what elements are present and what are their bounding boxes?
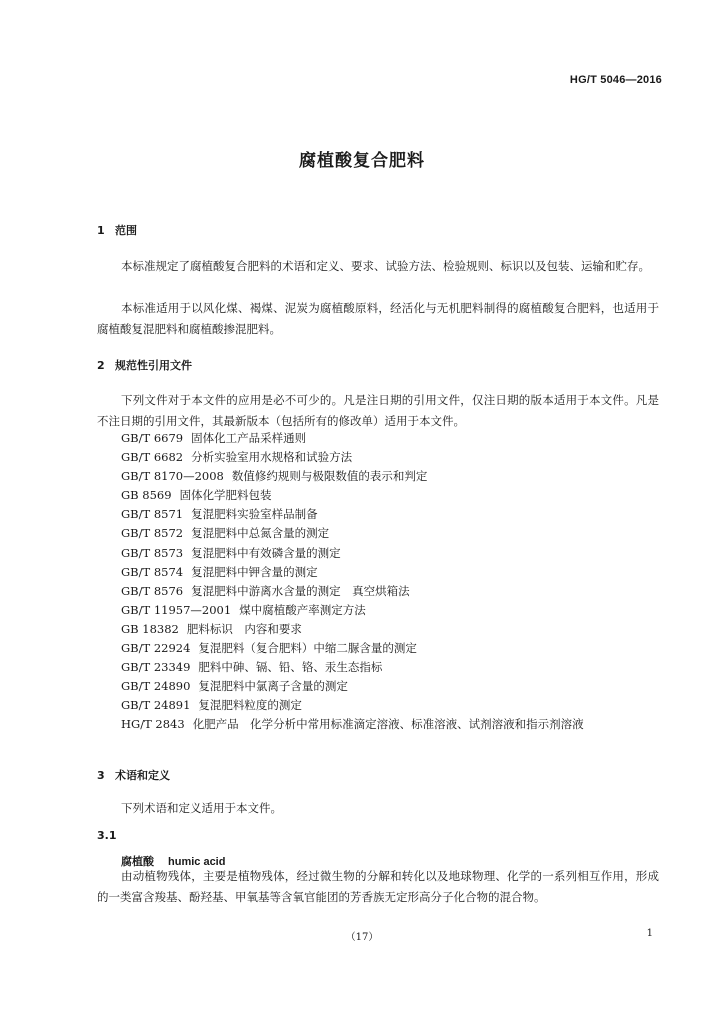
section-2-intro: 下列文件对于本文件的应用是必不可少的。凡是注日期的引用文件，仅注日期的版本适用于本文件。凡是不注日期的引用文件，其最新版本（包括所有的修改单）适用于本文件。 xyxy=(97,393,659,428)
page-number: 1 xyxy=(646,928,653,939)
section-1-paragraph: 本标准规定了腐植酸复合肥料的术语和定义、要求、试验方法、检验规则、标识以及包装、运输和贮存。 xyxy=(121,259,650,273)
reference-item xyxy=(121,448,584,467)
term-english: humic acid xyxy=(168,856,226,868)
reference-title: 分析实验室用水规格和试验方法 xyxy=(191,450,353,465)
reference-code: GB/T 23349 xyxy=(121,660,191,675)
reference-title: 复混肥料中有效磷含量的测定 xyxy=(191,545,341,560)
clause-number: 3.1 xyxy=(97,829,117,842)
section-3-intro: 下列术语和定义适用于本文件。 xyxy=(121,801,282,815)
reference-code: GB/T 11957—2001 xyxy=(121,602,232,617)
reference-title: 复混肥料粒度的测定 xyxy=(198,698,302,713)
reference-title: 复混肥料中游离水含量的测定 真空烘箱法 xyxy=(191,583,410,598)
reference-title: 固体化工产品采样通则 xyxy=(191,431,307,445)
reference-item xyxy=(121,524,584,543)
reference-title: 肥料中砷、镉、铅、铬、汞生态指标 xyxy=(198,660,383,675)
reference-code: GB/T 8170—2008 xyxy=(121,469,224,484)
section-number: 1 xyxy=(97,224,105,237)
reference-code: GB/T 8572 xyxy=(121,526,184,541)
reference-item xyxy=(121,658,584,677)
standard-number: HG/T 5046—2016 xyxy=(569,74,662,86)
reference-code: GB/T 8571 xyxy=(121,507,184,522)
reference-title: 固体化学肥料包装 xyxy=(179,488,272,503)
reference-title: 数值修约规则与极限数值的表示和判定 xyxy=(231,469,428,484)
reference-list xyxy=(121,429,584,735)
section-number: 2 xyxy=(97,359,105,372)
reference-code: GB/T 6682 xyxy=(121,450,184,465)
reference-item xyxy=(121,505,584,524)
section-title: 规范性引用文件 xyxy=(115,359,192,372)
reference-title: 煤中腐植酸产率测定方法 xyxy=(239,602,366,617)
reference-item xyxy=(121,601,584,620)
reference-code: GB 18382 xyxy=(121,621,179,636)
reference-code: GB/T 8573 xyxy=(121,545,184,560)
reference-title: 复混肥料（复合肥料）中缩二脲含量的测定 xyxy=(198,641,417,656)
reference-title: 肥料标识 内容和要求 xyxy=(186,621,302,636)
reference-title: 化肥产品 化学分析中常用标准滴定溶液、标准溶液、试剂溶液和指示剂溶液 xyxy=(192,717,584,732)
reference-code: GB 8569 xyxy=(121,488,172,503)
reference-title: 复混肥料实验室样品制备 xyxy=(191,507,318,522)
reference-item xyxy=(121,715,584,734)
term-definition: 由动植物残体，主要是植物残体，经过微生物的分解和转化以及地球物理、化学的一系列相互作用，形成的一类富含羧基、酚羟基、甲氧基等含氧官能团的芳香族无定形高分子化合物的混合物。 xyxy=(97,869,659,904)
reference-item xyxy=(121,582,584,601)
reference-title: 复混肥料中氯离子含量的测定 xyxy=(198,679,348,694)
reference-code: GB/T 24890 xyxy=(121,679,191,694)
page-label: （17） xyxy=(345,932,379,943)
section-1-heading xyxy=(97,222,137,238)
section-1-paragraph: 本标准适用于以风化煤、褐煤、泥炭为腐植酸原料，经活化与无机肥料制得的腐植酸复合肥料，也适用于腐植酸复混肥料和腐植酸掺混肥料。 xyxy=(97,301,659,336)
reference-item xyxy=(121,696,584,715)
reference-item xyxy=(121,563,584,582)
reference-title: 复混肥料中钾含量的测定 xyxy=(191,564,318,579)
section-2-heading xyxy=(97,357,192,373)
reference-item xyxy=(121,429,584,448)
reference-code: GB/T 8574 xyxy=(121,564,184,579)
reference-code: GB/T 24891 xyxy=(121,698,191,713)
reference-item xyxy=(121,467,584,486)
section-number: 3 xyxy=(97,769,105,782)
reference-item xyxy=(121,620,584,639)
reference-code: GB/T 22924 xyxy=(121,641,191,656)
reference-item xyxy=(121,677,584,696)
document-title: 腐植酸复合肥料 xyxy=(299,151,425,171)
section-title: 范围 xyxy=(115,224,137,237)
section-3-heading xyxy=(97,767,170,783)
term-chinese: 腐植酸 xyxy=(121,855,154,868)
reference-code: GB/T 6679 xyxy=(121,431,184,445)
reference-code: HG/T 2843 xyxy=(121,717,185,732)
reference-code: GB/T 8576 xyxy=(121,583,184,598)
section-title: 术语和定义 xyxy=(115,769,170,782)
reference-item xyxy=(121,486,584,505)
reference-title: 复混肥料中总氮含量的测定 xyxy=(191,526,330,541)
reference-item xyxy=(121,544,584,563)
reference-item xyxy=(121,639,584,658)
